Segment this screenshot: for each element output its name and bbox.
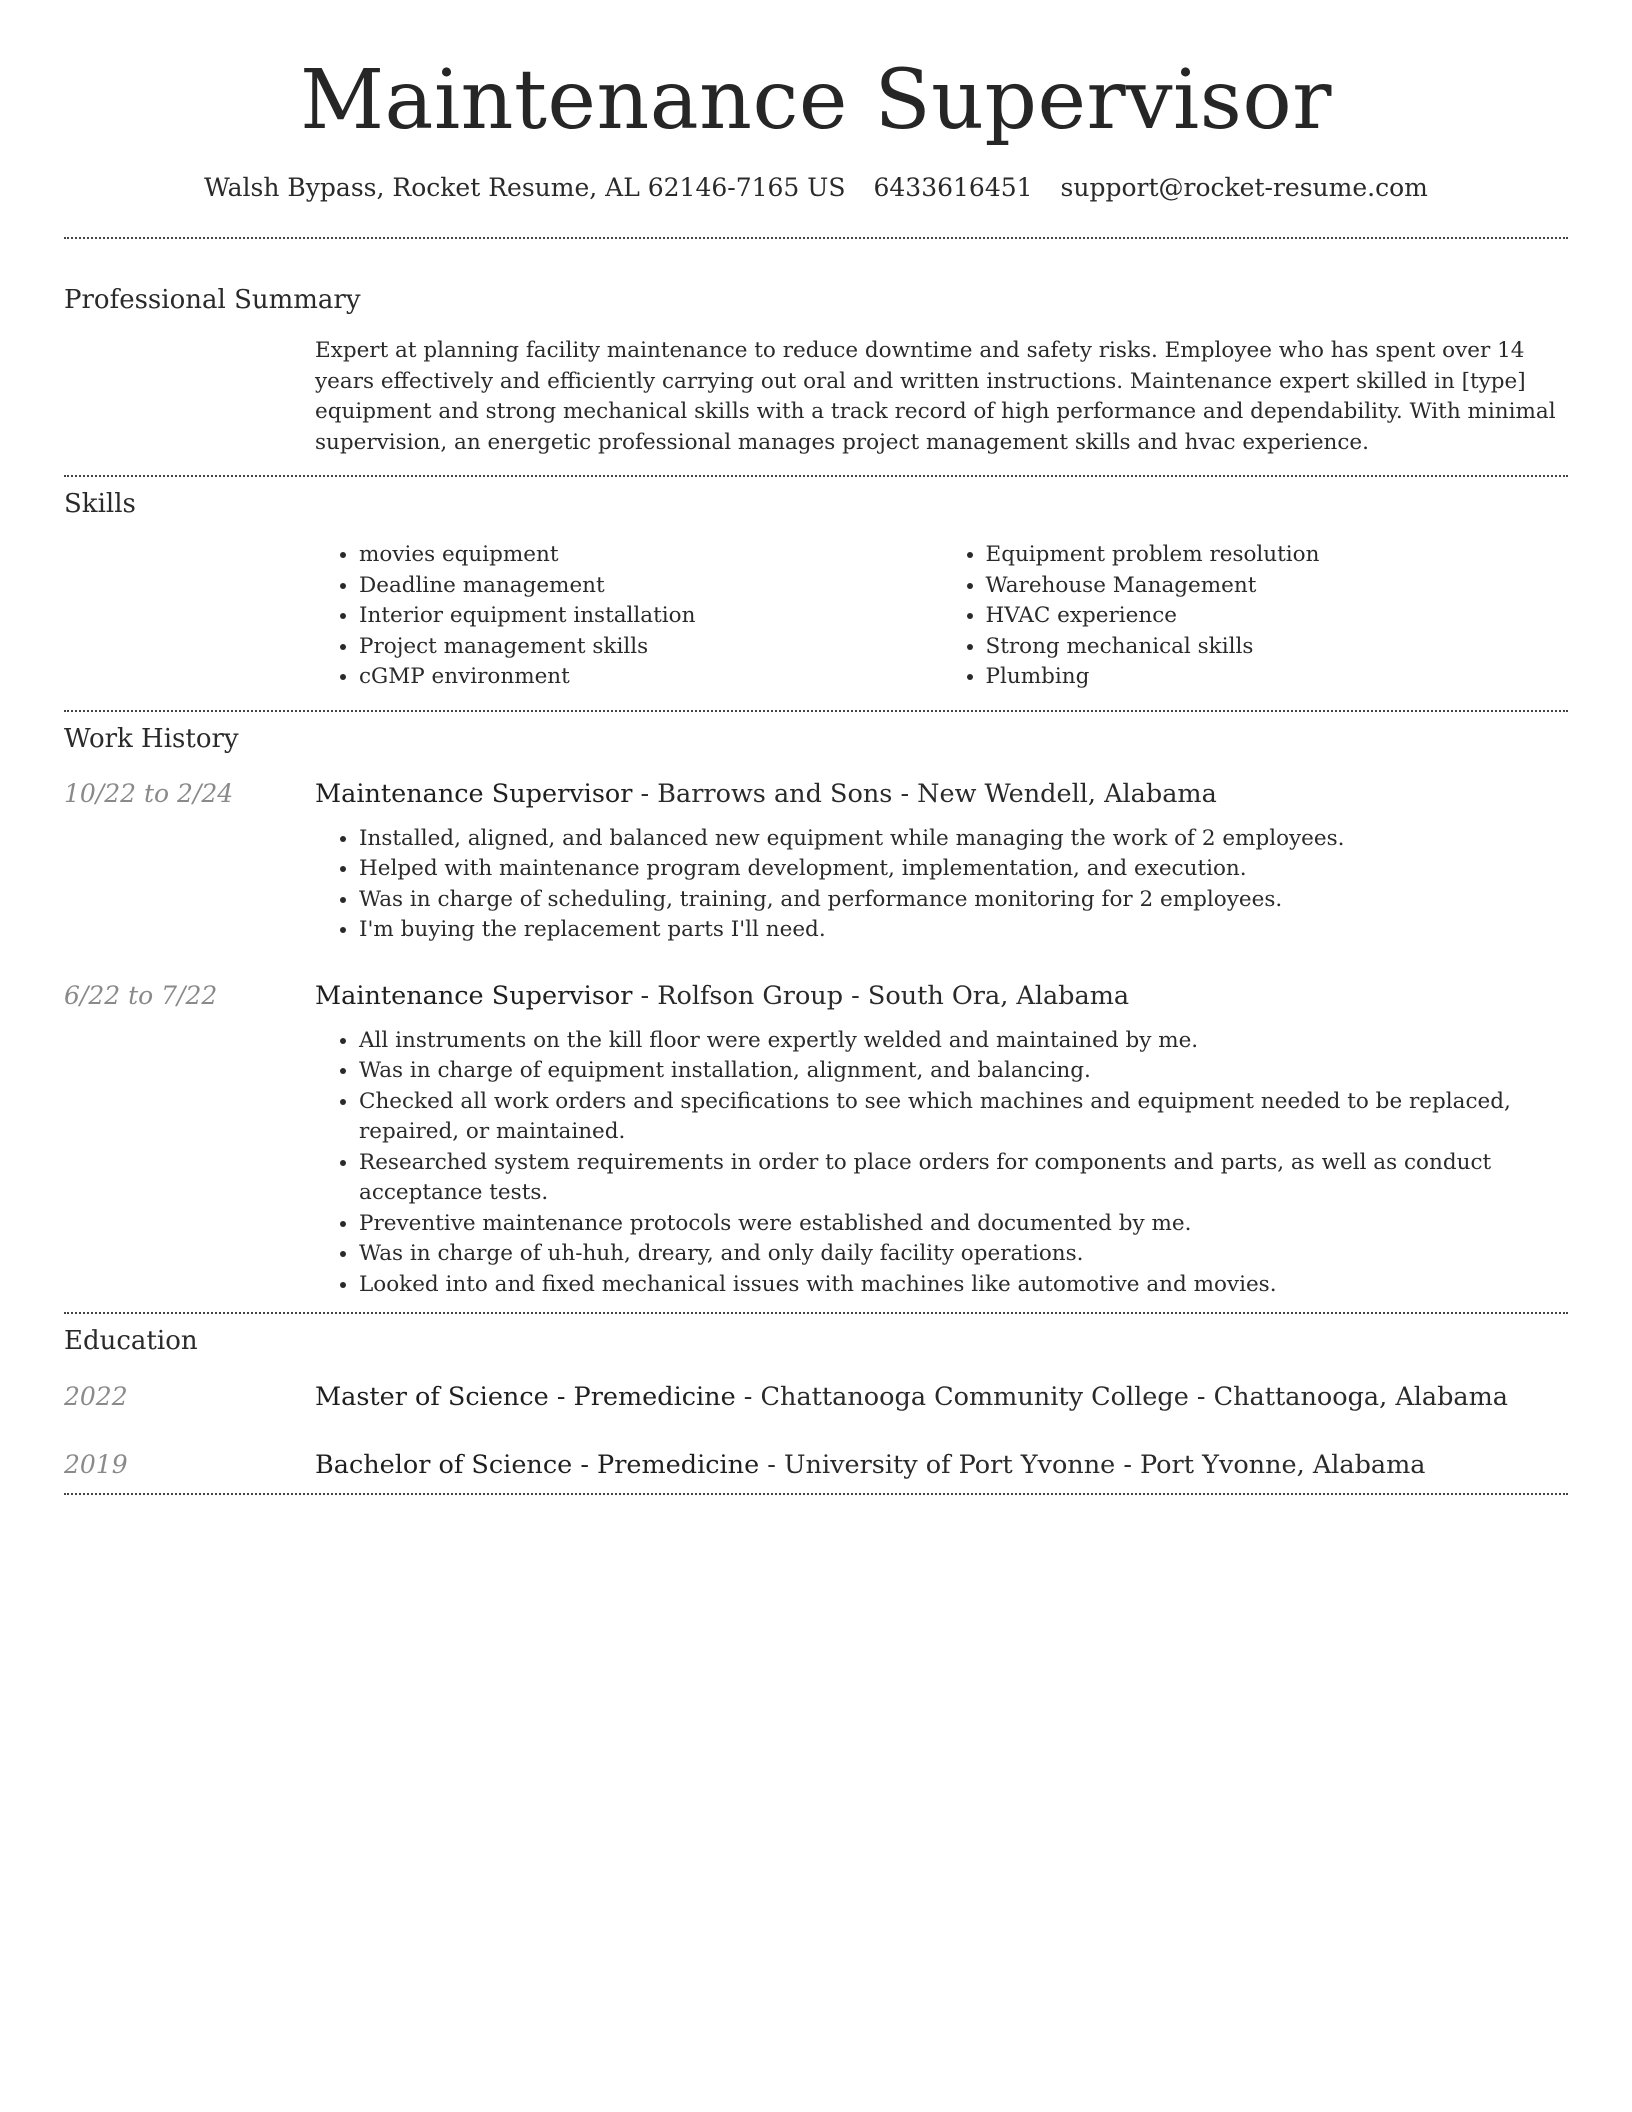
education-year: 2019: [64, 1450, 128, 1479]
education-section: [64, 1314, 1568, 1481]
job-title-line: [315, 980, 1129, 1012]
education-degree: Master of Science - Premedicine: [315, 1382, 736, 1412]
job-dates: 6/22 to 7/22: [64, 980, 218, 1010]
summary-section: [64, 239, 1568, 458]
job-bullet: • Checked all work orders and specifications to see which machines and equipment needed to be replaced, repaired, or maintained.: [359, 1087, 1568, 1148]
work-section: [64, 712, 1568, 1301]
education-heading: Education: [64, 1326, 198, 1356]
job-bullet: • Preventive maintenance protocols were established and documented by me.: [359, 1209, 1568, 1240]
job-header: [64, 778, 1568, 810]
education-title-line: [315, 1449, 1426, 1481]
education-entry: [64, 1449, 1568, 1481]
education-school-location: - Chattanooga Community College - Chattanooga, Alabama: [735, 1382, 1508, 1412]
skill-item: • cGMP environment: [359, 662, 942, 693]
job-company-location: - Rolfson Group - South Ora, Alabama: [632, 980, 1130, 1011]
summary-text: Expert at planning facility maintenance to reduce downtime and safety risks. Employee who has spent over 14 years effectively and efficiently carrying out oral and written instructions. Maintenance expert skilled in [type] equipment and strong mechanical skills with a track record of high performance and dependability. With minimal supervision, an energetic professional manages project management skills and hvac experience.: [315, 338, 1556, 455]
job-bullet: • Installed, aligned, and balanced new equipment while managing the work of 2 employees.: [359, 824, 1568, 855]
job-title-line: [315, 778, 1217, 810]
education-divider: [64, 1493, 1568, 1495]
skills-section: [64, 477, 1568, 693]
job-position: Maintenance Supervisor: [315, 778, 633, 809]
skill-item: • Deadline management: [359, 571, 942, 602]
education-year: 2022: [64, 1382, 128, 1411]
contact-email: support@rocket-resume.com: [1060, 173, 1428, 202]
job-bullet: • Was in charge of equipment installation, alignment, and balancing.: [359, 1056, 1568, 1087]
job-position: Maintenance Supervisor: [315, 980, 633, 1011]
education-title-line: [315, 1381, 1508, 1413]
education-entry: [64, 1381, 1568, 1413]
skill-item: • Strong mechanical skills: [986, 632, 1569, 663]
work-heading: Work History: [64, 723, 239, 754]
contact-line: [64, 172, 1568, 204]
job-company-location: - Barrows and Sons - New Wendell, Alabama: [632, 778, 1217, 809]
job-bullet: • Was in charge of scheduling, training, and performance monitoring for 2 employees.: [359, 885, 1568, 916]
skill-item: • HVAC experience: [986, 601, 1569, 632]
summary-heading: Professional Summary: [64, 285, 361, 315]
skill-item: • Project management skills: [359, 632, 942, 663]
skill-item: • Plumbing: [986, 662, 1569, 693]
skill-item: • Interior equipment installation: [359, 601, 942, 632]
education-school-location: - University of Port Yvonne - Port Yvonne, Alabama: [759, 1450, 1426, 1480]
job-entry: [64, 980, 1568, 1301]
job-bullet: • Researched system requirements in order to place orders for components and parts, as well as conduct acceptance tests.: [359, 1148, 1568, 1209]
job-header: [64, 980, 1568, 1012]
job-duties: [315, 1026, 1568, 1301]
job-bullet: • All instruments on the kill floor were expertly welded and maintained by me.: [359, 1026, 1568, 1057]
skills-list-left: [315, 540, 942, 693]
contact-address: Walsh Bypass, Rocket Resume, AL 62146-7165 US: [204, 173, 846, 202]
job-bullet: • Helped with maintenance program development, implementation, and execution.: [359, 854, 1568, 885]
job-bullet: • I'm buying the replacement parts I'll need.: [359, 915, 1568, 946]
education-degree: Bachelor of Science - Premedicine: [315, 1450, 760, 1480]
skills-list-right: [942, 540, 1569, 693]
job-bullet: • Looked into and fixed mechanical issues with machines like automotive and movies.: [359, 1270, 1568, 1301]
skills-heading: Skills: [64, 489, 136, 519]
skills-grid: [315, 540, 1568, 693]
job-bullet: • Was in charge of uh-huh, dreary, and only daily facility operations.: [359, 1239, 1568, 1270]
skill-item: • Warehouse Management: [986, 571, 1569, 602]
job-bullet-list: [315, 824, 1568, 946]
contact-phone: 6433616451: [873, 173, 1033, 202]
job-entry: [64, 778, 1568, 946]
job-duties: [315, 824, 1568, 946]
resume-header: [64, 0, 1568, 204]
job-dates: 10/22 to 2/24: [64, 778, 234, 808]
skill-item: • movies equipment: [359, 540, 942, 571]
job-bullet-list: [315, 1026, 1568, 1301]
skill-item: • Equipment problem resolution: [986, 540, 1569, 571]
candidate-name: Maintenance Supervisor: [300, 53, 1332, 148]
